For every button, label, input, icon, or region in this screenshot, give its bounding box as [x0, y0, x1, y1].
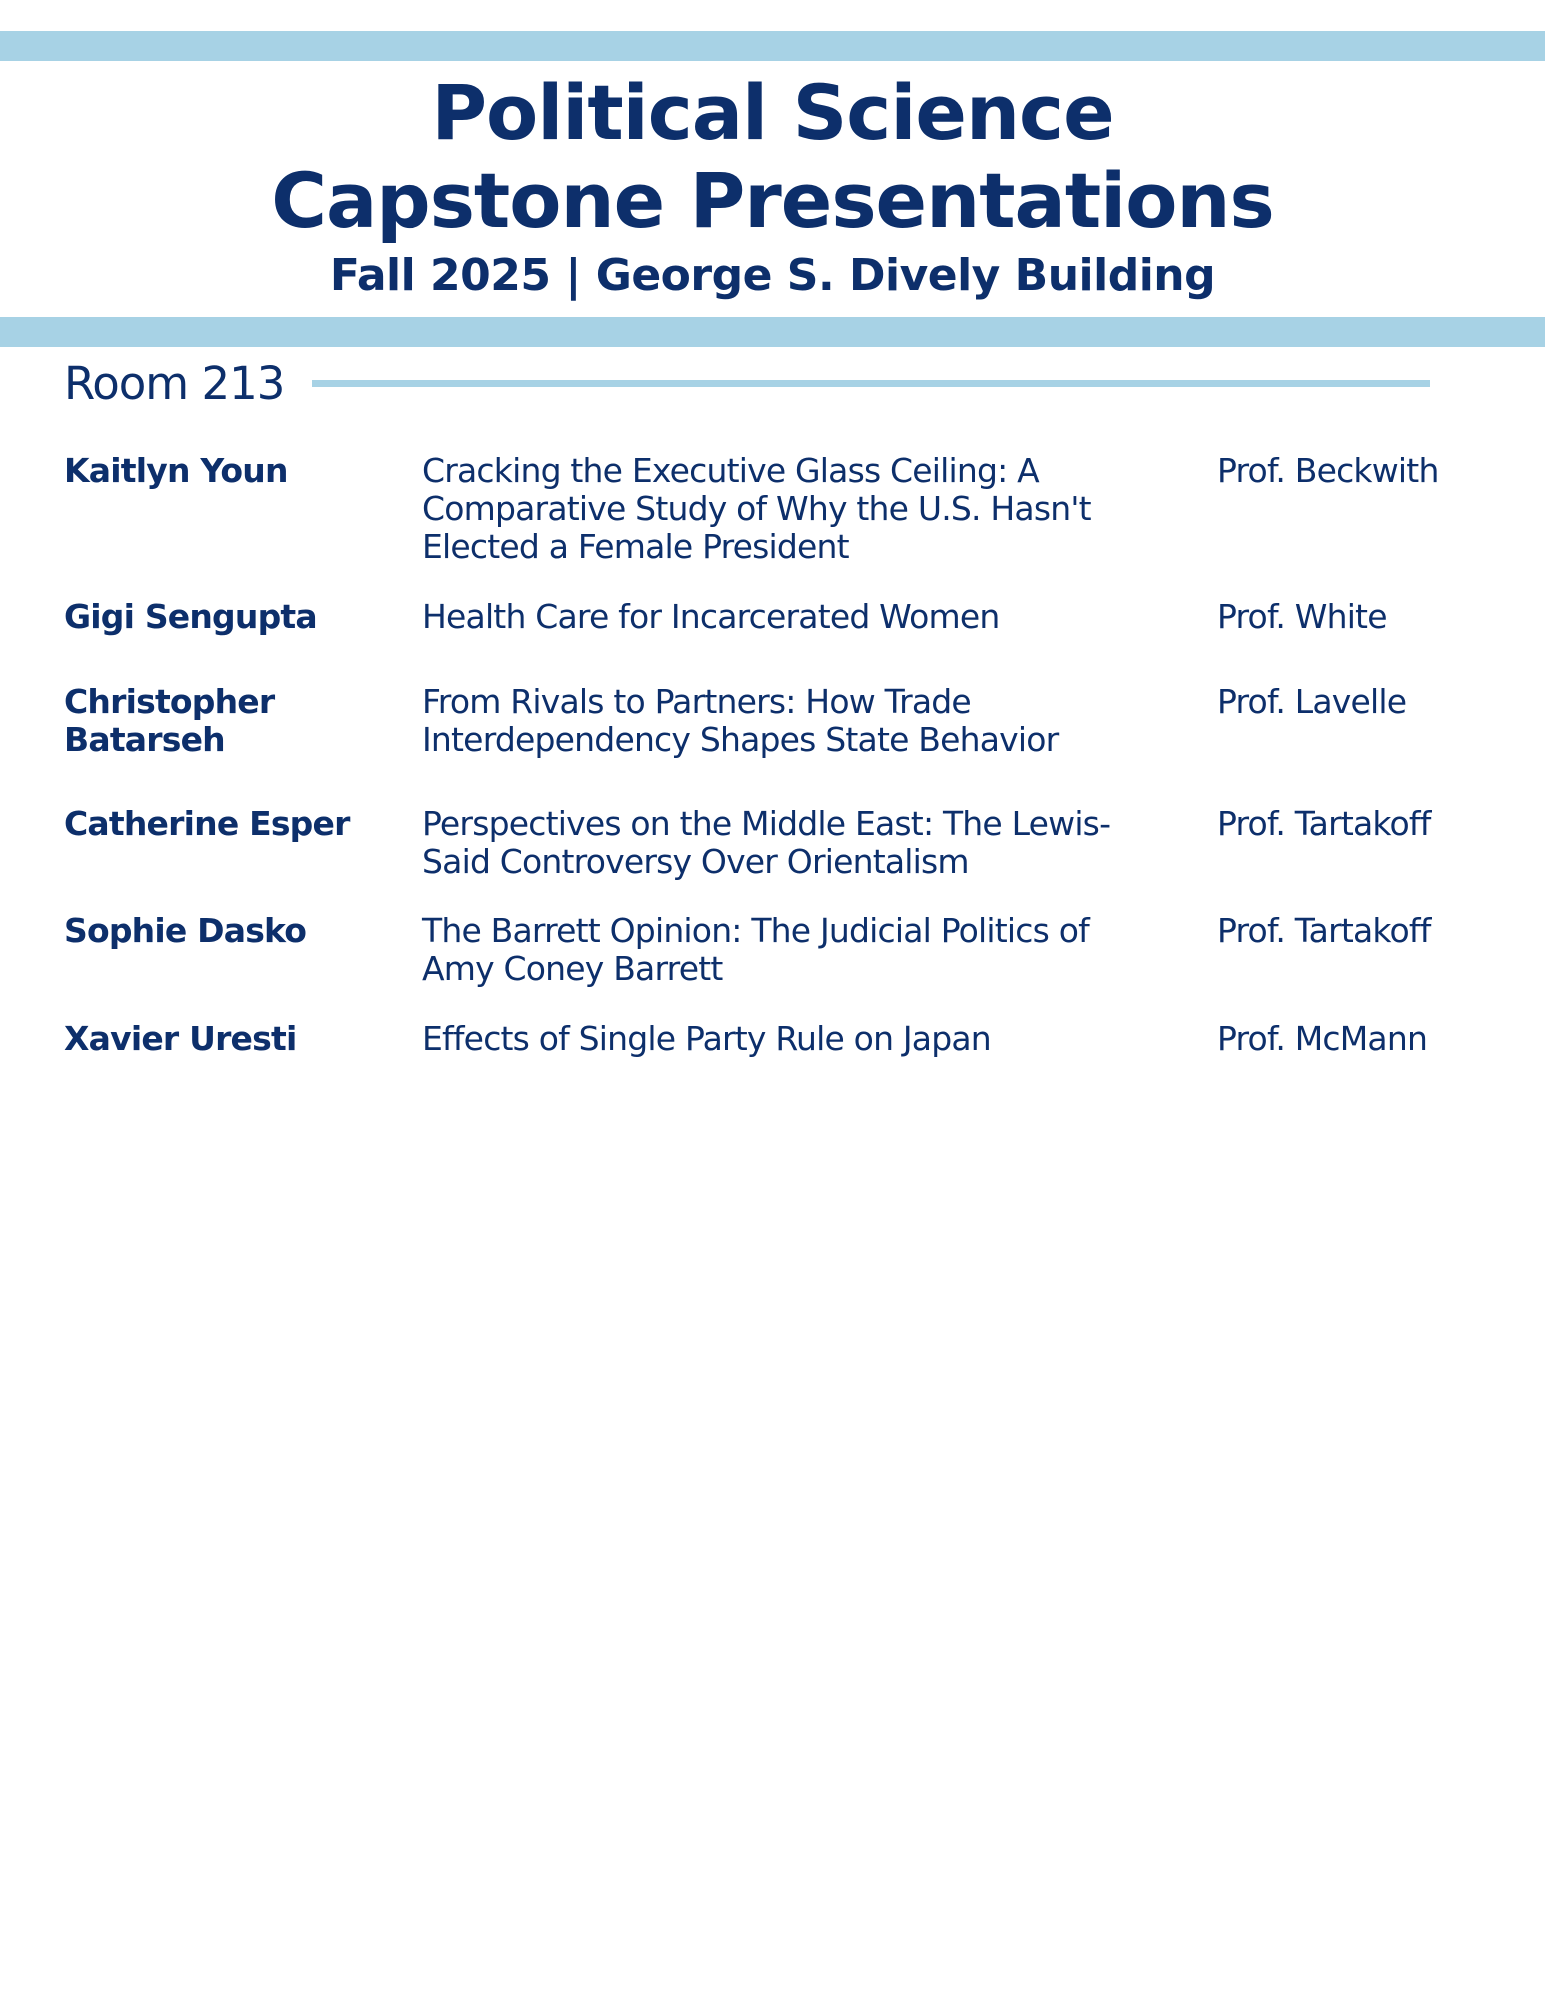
advisor-name: Prof. Tartakoff: [1217, 911, 1431, 950]
header-bottom-band: [0, 317, 1545, 347]
page-title-line1: Political Science: [431, 68, 1114, 157]
room-divider: [312, 380, 1430, 387]
advisor-name: Prof. White: [1217, 597, 1387, 636]
presenter-name: Christopher Batarseh: [64, 682, 275, 759]
presenter-name: Catherine Esper: [64, 804, 350, 843]
presentation-topic: Cracking the Executive Glass Ceiling: A Comparative Study of Why the U.S. Hasn't Elected a Female President: [422, 451, 1091, 566]
advisor-name: Prof. Tartakoff: [1217, 804, 1431, 843]
presenter-name: Kaitlyn Youn: [64, 451, 288, 490]
presentation-topic: The Barrett Opinion: The Judicial Politics of Amy Coney Barrett: [422, 911, 1089, 988]
presentation-topic: Perspectives on the Middle East: The Lewis-Said Controversy Over Orientalism: [422, 804, 1111, 881]
room-heading: Room 213: [64, 357, 285, 410]
presentation-topic: Effects of Single Party Rule on Japan: [422, 1019, 991, 1058]
page-title-line2: Capstone Presentations: [271, 156, 1274, 245]
presenter-name: Gigi Sengupta: [64, 597, 317, 636]
presenter-name: Xavier Uresti: [64, 1019, 297, 1058]
header-top-band: [0, 31, 1545, 61]
presentation-topic: From Rivals to Partners: How Trade Interdependency Shapes State Behavior: [422, 682, 1059, 759]
advisor-name: Prof. Lavelle: [1217, 682, 1407, 721]
advisor-name: Prof. McMann: [1217, 1019, 1428, 1058]
presentation-topic: Health Care for Incarcerated Women: [422, 597, 1000, 636]
advisor-name: Prof. Beckwith: [1217, 451, 1439, 490]
page-subtitle: Fall 2025 | George S. Dively Building: [329, 250, 1216, 301]
presenter-name: Sophie Dasko: [64, 911, 307, 950]
